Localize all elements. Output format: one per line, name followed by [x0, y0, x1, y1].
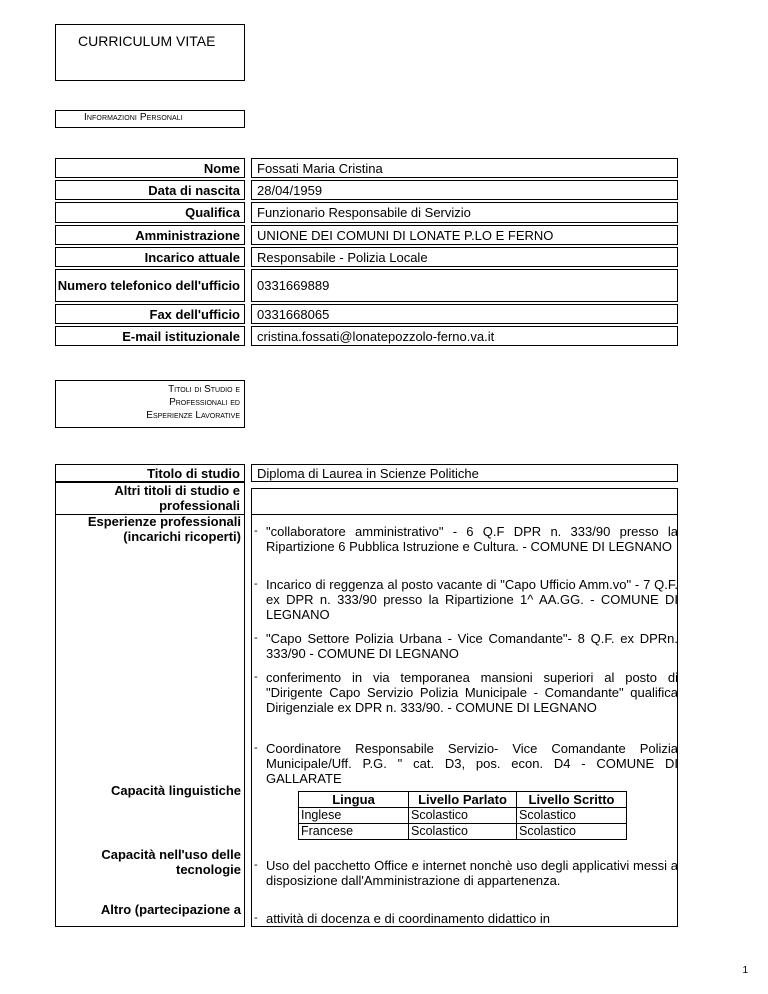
titolo-studio-value: Diploma di Laurea in Scienze Politiche	[251, 464, 678, 482]
personal-label: Data di nascita	[55, 180, 245, 200]
esperienze-label: Esperienze professionali (incarichi ricoperti)	[87, 514, 241, 544]
personal-value: 28/04/1959	[251, 180, 678, 200]
personal-value: 0331668065	[251, 304, 678, 324]
personal-value: Fossati Maria Cristina	[251, 158, 678, 178]
right-bottom-line	[251, 926, 678, 927]
personal-label: E-mail istituzionale	[55, 326, 245, 346]
personal-value: Funzionario Responsabile di Servizio	[251, 202, 678, 223]
page-number: 1	[742, 965, 748, 976]
left-bottom-line	[55, 926, 245, 927]
personal-label: Numero telefonico dell'ufficio	[55, 269, 245, 302]
list-item: - Coordinatore Responsabile Servizio- Vice Comandante Polizia Municipale/Uff. P.G. " cat. D3, pos. econ. D4 - COMUNE DI GALLARATE	[254, 741, 678, 786]
personal-value: Responsabile - Polizia Locale	[251, 247, 678, 267]
personal-label: Incarico attuale	[55, 247, 245, 267]
personal-value: 0331669889	[251, 269, 678, 302]
cv-title-box	[55, 24, 245, 81]
list-item: - "collaboratore amministrativo" - 6 Q.F DPR n. 333/90 presso la Ripartizione 6 Pubblica Istruzione e Cultura. - COMUNE DI LEGNANO	[254, 524, 678, 554]
language-table-header: Lingua Livello Parlato Livello Scritto	[299, 792, 627, 808]
altri-titoli-value	[251, 488, 678, 515]
personal-value: UNIONE DEI COMUNI DI LONATE P.LO E FERNO	[251, 225, 678, 245]
page-title: CURRICULUM VITAE	[78, 33, 216, 49]
titolo-studio-label: Titolo di studio	[55, 464, 245, 482]
altri-titoli-label: Altri titoli di studio e professionali	[55, 482, 245, 515]
table-row: Inglese Scolastico Scolastico	[299, 808, 627, 824]
tech-label: Capacità nell'uso delle tecnologie	[101, 847, 241, 877]
personal-label: Qualifica	[55, 202, 245, 223]
tech-value: - Uso del pacchetto Office e internet nonchè uso degli applicativi messi a disposizione dall'Amministrazione di appartenenza.	[254, 858, 678, 888]
personal-label: Nome	[55, 158, 245, 178]
personal-label: Fax dell'ufficio	[55, 304, 245, 324]
altro-label: Altro (partecipazione a	[100, 902, 241, 917]
lingue-label: Capacità linguistiche	[110, 783, 241, 798]
personal-label: Amministrazione	[55, 225, 245, 245]
section-personal-heading: Informazioni Personali	[55, 110, 245, 128]
altro-value: - attività di docenza e di coordinamento didattico in	[254, 911, 551, 926]
personal-value: cristina.fossati@lonatepozzolo-ferno.va.it	[251, 326, 678, 346]
list-item: - Incarico di reggenza al posto vacante di "Capo Ufficio Amm.vo" - 7 Q.F. ex DPR n. 333/90 presso la Ripartizione 1^ AA.GG. - COMUNE DI LEGNANO	[254, 577, 678, 622]
list-item: - conferimento in via temporanea mansioni superiori al posto di "Dirigente Capo Servizio Polizia Municipale - Comandante" qualifica Dirigenziale ex DPR n. 333/90. - COMUNE DI LEGNANO	[254, 670, 678, 715]
section-studies-heading: Titoli di Studio e Professionali ed Esperienze Lavorative	[55, 380, 245, 428]
language-table	[298, 791, 627, 840]
list-item: - "Capo Settore Polizia Urbana - Vice Comandante"- 8 Q.F. ex DPRn. 333/90 - COMUNE DI LEGNANO	[254, 631, 678, 661]
table-row: Francese Scolastico Scolastico	[299, 824, 627, 840]
